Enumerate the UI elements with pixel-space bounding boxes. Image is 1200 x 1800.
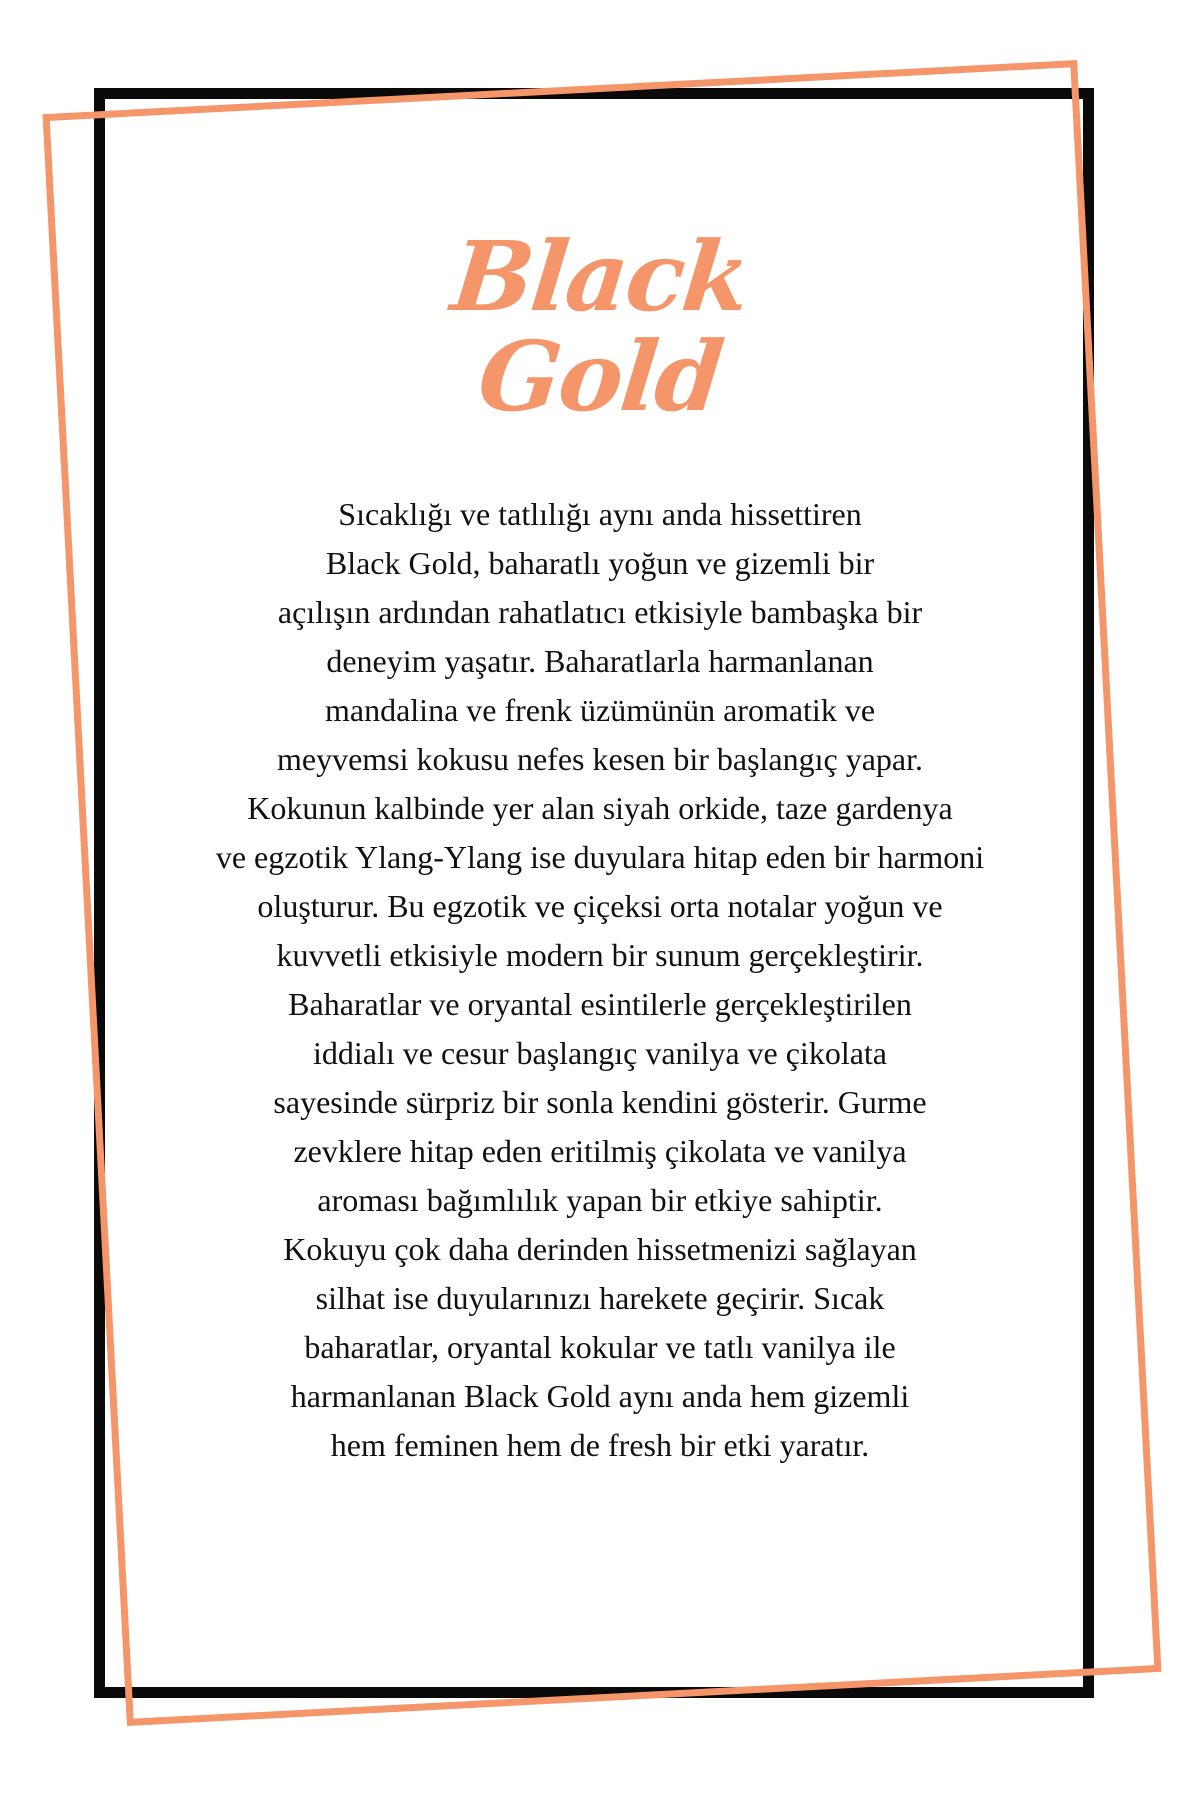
description-line: zevklere hitap eden eritilmiş çikolata ve vanilya (293, 1133, 907, 1169)
description-line: ve egzotik Ylang-Ylang ise duyulara hitap eden bir harmoni (215, 839, 985, 875)
title-line-2: Gold (473, 320, 727, 433)
description-line: kuvvetli etkisiyle modern bir sunum gerçekleştirir. (276, 937, 924, 973)
description-line: Black Gold, baharatlı yoğun ve gizemli bir (325, 545, 875, 581)
description-line: Baharatlar ve oryantal esintilerle gerçekleştirilen (288, 986, 912, 1022)
description-line: hem feminen hem de fresh bir etki yaratır. (330, 1427, 870, 1463)
description-line: oluşturur. Bu egzotik ve çiçeksi orta notalar yoğun ve (257, 888, 943, 924)
description-line: silhat ise duyularınızı harekete geçirir. Sıcak (315, 1280, 885, 1316)
description-line: Kokunun kalbinde yer alan siyah orkide, taze gardenya (247, 790, 953, 826)
description-line: sayesinde sürpriz bir sonla kendini gösterir. Gurme (273, 1084, 927, 1120)
description-line: meyvemsi kokusu nefes kesen bir başlangıç yapar. (276, 741, 924, 777)
title-line-1: Black (446, 220, 754, 333)
description-line: harmanlanan Black Gold aynı anda hem gizemli (290, 1378, 910, 1414)
description-line: Sıcaklığı ve tatlılığı aynı anda hissettiren (338, 496, 862, 532)
description-line: mandalina ve frenk üzümünün aromatik ve (324, 692, 876, 728)
description-paragraph (150, 490, 1050, 1470)
description-line: baharatlar, oryantal kokular ve tatlı vanilya ile (304, 1329, 896, 1365)
description-line: iddialı ve cesur başlangıç vanilya ve çikolata (313, 1035, 887, 1071)
description-line: deneyim yaşatır. Baharatlarla harmanlanan (326, 643, 874, 679)
description-line: Kokuyu çok daha derinden hissetmenizi sağlayan (283, 1231, 917, 1267)
description-line: aroması bağımlılık yapan bir etkiye sahiptir. (317, 1182, 883, 1218)
description-line: açılışın ardından rahatlatıcı etkisiyle bambaşka bir (277, 594, 923, 630)
